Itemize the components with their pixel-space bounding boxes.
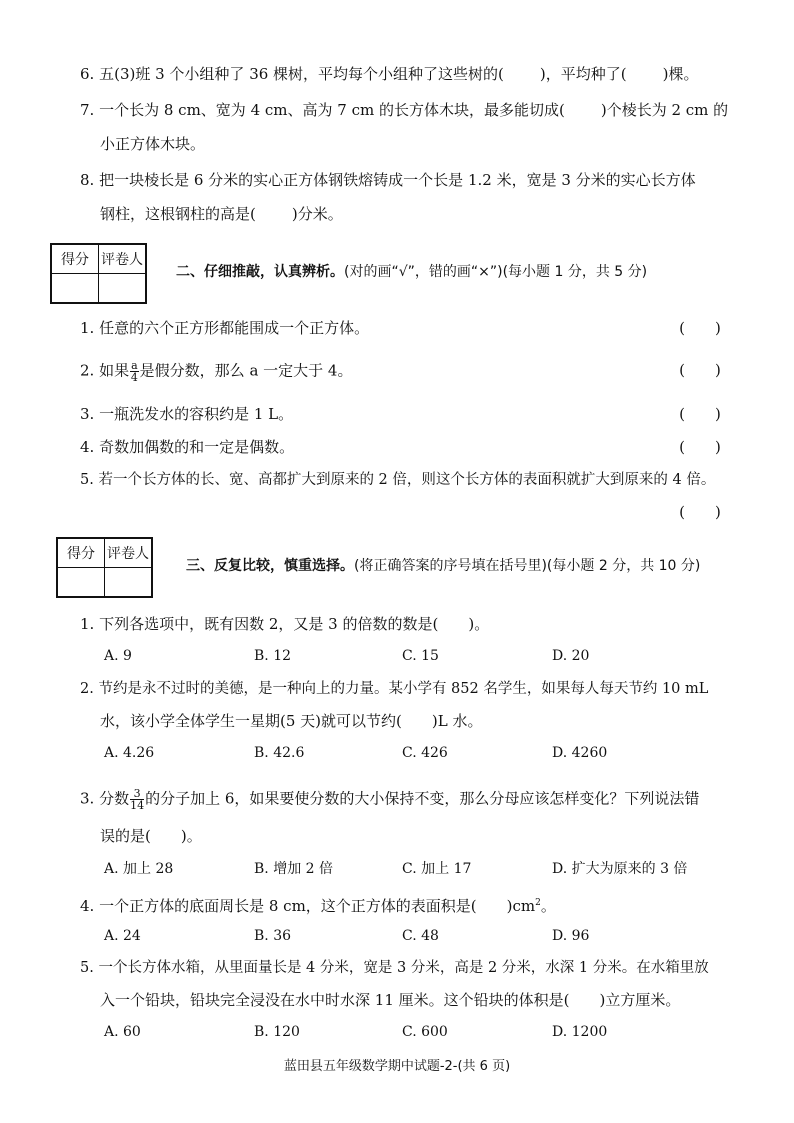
fraction-denominator: 14 xyxy=(130,799,145,812)
question-3-4 xyxy=(80,893,556,916)
question-text: )棵。 xyxy=(662,65,699,83)
question-number: 4. xyxy=(80,438,95,456)
option-d[interactable]: D. 20 xyxy=(552,648,590,664)
option-b[interactable]: B. 36 xyxy=(254,928,292,944)
answer-paren[interactable]: ( ) xyxy=(679,405,721,423)
answer-paren[interactable]: ( ) xyxy=(679,438,721,456)
question-text: )，平均种了( xyxy=(539,65,627,83)
question-text: 下列各选项中，既有因数 2，又是 3 的倍数的数是( )。 xyxy=(99,615,490,633)
section-instruction: (将正确答案的序号填在括号里)(每小题 2 分，共 10 分) xyxy=(354,558,701,574)
option-b[interactable]: B. 12 xyxy=(254,648,292,664)
fraction xyxy=(130,788,144,811)
option-c[interactable]: C. 15 xyxy=(402,648,439,664)
question-text: 一个长为 8 cm、宽为 4 cm、高为 7 cm 的长方体木块，最多能切成( xyxy=(99,101,565,119)
section-title: 二、仔细推敲，认真辨析。 xyxy=(176,264,344,280)
option-b[interactable]: B. 42.6 xyxy=(254,745,305,761)
option-c[interactable]: C. 48 xyxy=(402,928,439,944)
question-3-3-line2: 误的是( )。 xyxy=(100,827,202,845)
option-a[interactable]: A. 9 xyxy=(104,648,132,664)
question-text: 若一个长方体的长、宽、高都扩大到原来的 2 倍，则这个长方体的表面积就扩大到原来的 4 倍。 xyxy=(98,472,716,488)
option-d[interactable]: D. 扩大为原来的 3 倍 xyxy=(552,861,688,877)
answer-paren[interactable]: ( ) xyxy=(679,361,721,379)
question-text: )个棱长为 2 cm 的 xyxy=(600,101,729,119)
option-d[interactable]: D. 96 xyxy=(552,928,590,944)
section-instruction: (对的画“√”，错的画“×”)(每小题 1 分，共 5 分) xyxy=(344,264,648,280)
question-number: 6. xyxy=(80,65,95,83)
question-text: 一瓶洗发水的容积约是 1 L。 xyxy=(99,405,294,423)
question-text: 的分子加上 6，如果要使分数的大小保持不变，那么分母应该怎样变化？下列说法错 xyxy=(145,789,700,808)
question-3-1 xyxy=(80,614,489,634)
question-text: 把一块棱长是 6 分米的实心正方体钢铁熔铸成一个长是 1.2 米，宽是 3 分米的实心长方体 xyxy=(99,171,696,189)
score-box-part3 xyxy=(56,537,153,598)
question-text: 钢柱，这根钢柱的高是( xyxy=(100,205,256,223)
option-a[interactable]: A. 4.26 xyxy=(104,745,155,761)
question-number: 1. xyxy=(80,319,95,337)
section-title: 三、反复比较，慎重选择。 xyxy=(186,558,354,574)
question-text: 节约是永不过时的美德，是一种向上的力量。某小学有 852 名学生，如果每人每天节约 10 mL xyxy=(98,681,709,697)
question-number: 5. xyxy=(80,472,94,488)
fraction-denominator: 4 xyxy=(130,371,138,384)
question-3-2-line2: 水，该小学全体学生一星期(5 天)就可以节约( )L 水。 xyxy=(100,712,483,730)
question-text: 一个正方体的底面周长是 8 cm，这个正方体的表面积是( )cm xyxy=(99,897,536,915)
question-text: 奇数加偶数的和一定是偶数。 xyxy=(99,438,295,456)
answer-paren[interactable]: ( ) xyxy=(679,503,721,521)
option-d[interactable]: D. 1200 xyxy=(552,1024,608,1040)
question-number: 5. xyxy=(80,960,94,976)
fraction-numerator: 3 xyxy=(130,788,144,800)
question-1-8 xyxy=(80,170,696,190)
question-text: 。 xyxy=(540,897,556,915)
page-footer: 蓝田县五年级数学期中试题-2-(共 6 页) xyxy=(283,1059,511,1074)
part3-heading xyxy=(186,556,700,576)
option-d[interactable]: D. 4260 xyxy=(552,745,608,761)
answer-paren[interactable]: ( ) xyxy=(679,319,721,337)
question-1-8-line2 xyxy=(100,204,343,224)
question-text: 如果 xyxy=(99,361,130,380)
question-text: 五(3)班 3 个小组种了 36 棵树，平均每个小组种了这些树的( xyxy=(99,65,504,83)
question-number: 3. xyxy=(80,789,95,808)
question-text: 分数 xyxy=(99,789,130,808)
question-2-4 xyxy=(80,437,294,457)
question-3-3 xyxy=(80,788,699,811)
question-number: 3. xyxy=(80,405,95,423)
option-a[interactable]: A. 24 xyxy=(104,928,141,944)
question-number: 1. xyxy=(80,615,95,633)
question-number: 8. xyxy=(80,171,95,189)
question-number: 7. xyxy=(80,101,95,119)
score-box-part2 xyxy=(50,243,147,304)
question-3-5-line2: 入一个铅块，铅块完全浸没在水中时水深 11 厘米。这个铅块的体积是( )立方厘米。 xyxy=(100,991,681,1009)
superscript: 2 xyxy=(535,898,541,908)
question-text: 一个长方体水箱，从里面量长是 4 分米，宽是 3 分米，高是 2 分米，水深 1 分米。在水箱里放 xyxy=(98,960,709,976)
option-a[interactable]: A. 60 xyxy=(104,1024,141,1040)
question-2-2 xyxy=(80,360,352,383)
option-c[interactable]: C. 加上 17 xyxy=(402,861,472,877)
option-b[interactable]: B. 增加 2 倍 xyxy=(254,861,333,877)
grader-label: 评卷人 xyxy=(105,538,153,568)
question-1-7-line2: 小正方体木块。 xyxy=(100,135,206,153)
question-3-5 xyxy=(80,958,709,978)
question-2-1 xyxy=(80,318,369,338)
score-cell[interactable] xyxy=(57,568,105,598)
score-label: 得分 xyxy=(51,244,99,274)
fraction-numerator: a xyxy=(131,359,138,372)
grader-label: 评卷人 xyxy=(99,244,147,274)
question-text: 是假分数，那么 a 一定大于 4。 xyxy=(139,361,353,380)
question-2-3 xyxy=(80,404,293,424)
grader-cell[interactable] xyxy=(105,568,153,598)
fraction xyxy=(130,360,139,383)
option-b[interactable]: B. 120 xyxy=(254,1024,300,1040)
option-c[interactable]: C. 600 xyxy=(402,1024,448,1040)
question-1-7 xyxy=(80,100,728,120)
option-c[interactable]: C. 426 xyxy=(402,745,448,761)
question-number: 2. xyxy=(80,361,95,380)
question-number: 4. xyxy=(80,897,95,915)
question-number: 2. xyxy=(80,681,94,697)
question-1-6 xyxy=(80,64,698,84)
score-label: 得分 xyxy=(57,538,105,568)
grader-cell[interactable] xyxy=(99,274,147,304)
question-3-2 xyxy=(80,679,708,699)
question-2-5 xyxy=(80,470,715,490)
score-cell[interactable] xyxy=(51,274,99,304)
part2-heading xyxy=(176,262,647,282)
option-a[interactable]: A. 加上 28 xyxy=(104,861,174,877)
question-text: 任意的六个正方形都能围成一个正方体。 xyxy=(99,319,370,337)
question-text: )分米。 xyxy=(291,205,343,223)
